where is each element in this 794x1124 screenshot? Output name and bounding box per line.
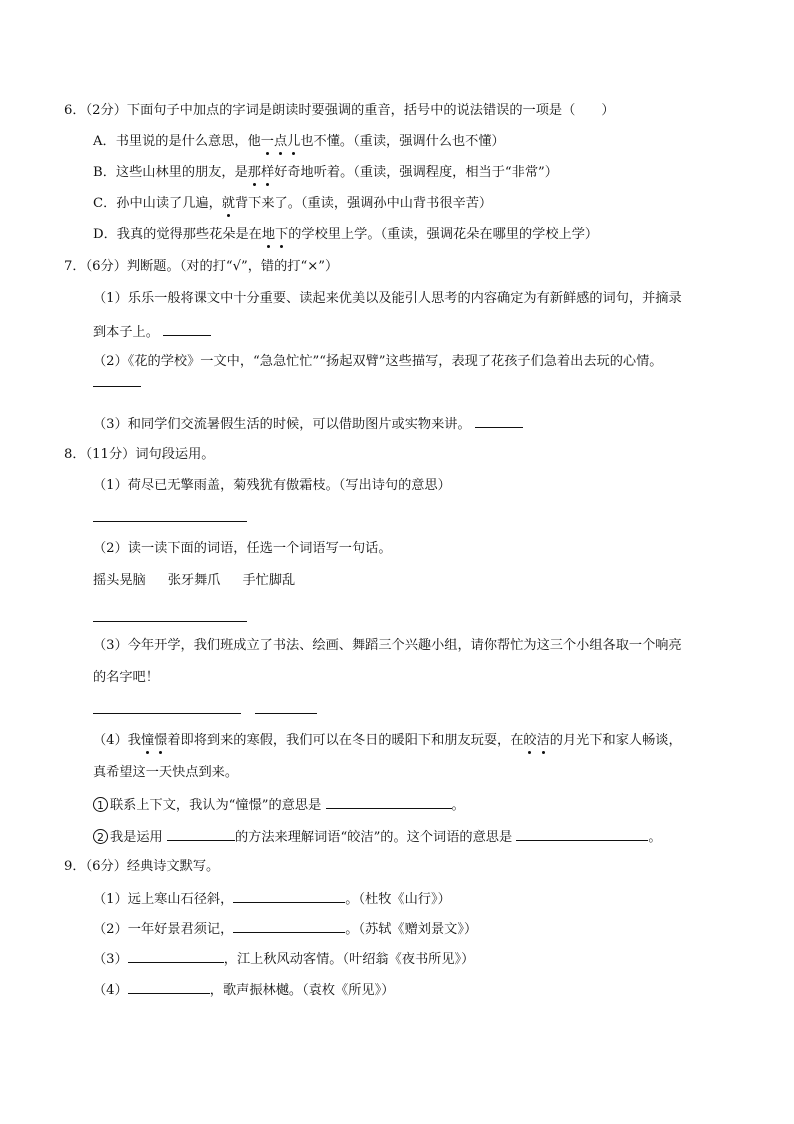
q8-subquestion-2: 2 我是运用 的方法来理解词语“皎洁”的。这个词语的意思是 。 [93,828,662,846]
q9-poem-2-blank[interactable] [233,920,345,933]
q9-poem-3: （3） ，江上秋风动客情。（叶绍翁《夜书所见》） [93,952,475,967]
q7-answer-blank-2[interactable] [93,386,141,387]
q8-item-1: （1）荷尽已无擎雨盖，菊残犹有傲霜枝。（写出诗句的意思） [93,478,451,493]
q7-answer-blank-3[interactable] [475,415,523,428]
q6-option-b: B．这些山林里的朋友，是那样好奇地听着。（重读，强调程度，相当于“非常”） [93,165,558,180]
word: 张牙舞爪 [167,573,221,588]
q7-statement-1-cont: 到本子上。 [93,323,211,341]
q9-heading: 9．（6分）经典诗文默写。 [64,859,220,874]
q6-option-a: A．书里说的是什么意思，他一点儿也不懂。（重读，强调什么也不懂） [93,134,505,149]
q8-subquestion-1: 1 联系上下文，我认为“憧憬”的意思是 。 [93,796,465,814]
q8-sub2-meaning-blank[interactable] [516,828,648,841]
q9-poem-4: （4） ，歌声振林樾。（袁枚《所见》） [93,983,395,998]
q9-poem-3-blank[interactable] [128,950,224,963]
q8-sub1-answer-blank[interactable] [326,796,452,809]
word: 摇头晃脑 [93,573,146,588]
q6-option-c: C．孙中山读了几遍，就背下来了。（重读，强调孙中山背书很辛苦） [93,196,493,211]
q8-item-4-cont: 真希望这一天快点到来。 [93,765,239,780]
q7-statement-1: （1）乐乐一般将课文中十分重要、读起来优美以及能引人思考的内容确定为有新鲜感的词句，并摘录 [93,291,682,306]
q8-heading: 8．（11分）词句段运用。 [64,447,215,462]
q9-poem-1: （1）远上寒山石径斜， 。（杜牧《山行》） [93,892,451,907]
q8-item-4: （4）我憧憬着即将到来的寒假，我们可以在冬日的暖阳下和朋友玩耍，在皎洁的月光下和家人畅谈， [93,733,682,748]
q7-statement-3: （3）和同学们交流暑假生活的时候，可以借助图片或实物来讲。 [93,415,523,433]
q8-item-3-cont: 的名字吧！ [93,670,159,685]
q8-word-list [93,573,295,589]
q8-item-2-answer-line[interactable] [93,621,247,622]
q9-poem-1-blank[interactable] [233,890,345,903]
q7-answer-blank-1[interactable] [163,323,211,336]
circled-number: 2 [93,829,108,844]
q6-heading: 6．（2分）下面句子中加点的字词是朗读时要强调的重音，括号中的说法错误的一项是（ ） [64,103,615,118]
word: 手忙脚乱 [242,573,296,588]
q9-poem-4-blank[interactable] [128,981,210,994]
q8-sub2-method-blank[interactable] [167,828,235,841]
q8-item-3: （3）今年开学，我们班成立了书法、绘画、舞蹈三个兴趣小组，请你帮忙为这三个小组各取一个响亮 [93,638,682,653]
q7-statement-2: （2）《花的学校》一文中，“急急忙忙”“扬起双臂”这些描写，表现了花孩子们急着出去玩的心情。 [93,354,663,369]
q8-item-1-answer-line[interactable] [93,521,247,522]
q6-option-d: D．我真的觉得那些花朵是在地下的学校里上学。（重读，强调花朵在哪里的学校上学） [93,227,599,242]
q7-heading: 7．（6分）判断题。（对的打“√”，错的打“×”） [64,259,339,274]
q9-poem-2: （2）一年好景君须记， 。（苏轼《赠刘景文》） [93,922,478,937]
circled-number: 1 [93,797,108,812]
q8-item-3-answer-line-1[interactable] [93,713,241,714]
q8-item-3-answer-line-2[interactable] [255,713,317,714]
q8-item-2: （2）读一读下面的词语，任选一个词语写一句话。 [93,541,392,556]
